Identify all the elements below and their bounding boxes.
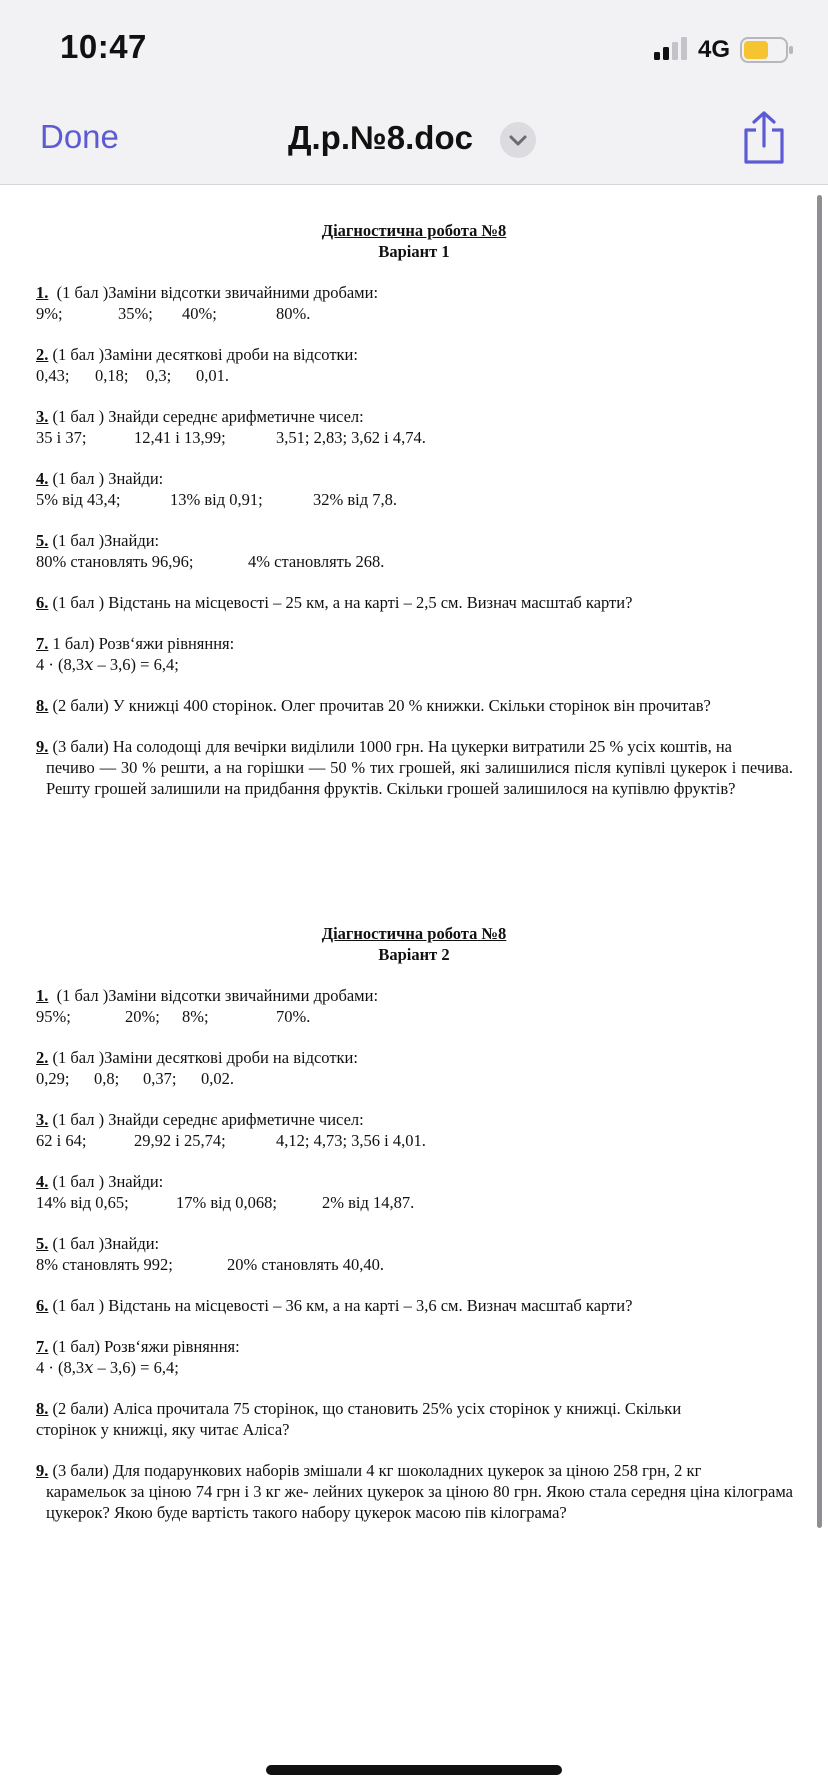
v1-q5-items: 80% становлять 96,96; 4% становлять 268.: [36, 552, 385, 571]
home-indicator[interactable]: [266, 1765, 562, 1775]
v1-q2: 2. (1 бал )Заміни десяткові дроби на відсотки:: [36, 345, 358, 364]
v1-q7: 7. 1 бал) Розв‘яжи рівняння:: [36, 634, 235, 653]
v2-q1-items: 95%; 20%; 8%; 70%.: [36, 1007, 311, 1026]
v2-q6: 6. (1 бал ) Відстань на місцевості – 36 км, а на карті – 3,6 см. Визнач масштаб карти?: [36, 1296, 633, 1315]
share-icon[interactable]: [740, 110, 788, 166]
v1-q3: 3. (1 бал ) Знайди середнє арифметичне чисел:: [36, 407, 364, 426]
v1-q6: 6. (1 бал ) Відстань на місцевості – 25 км, а на карті – 2,5 см. Визнач масштаб карти?: [36, 593, 633, 612]
v2-q3-items: 62 і 64; 29,92 і 25,74; 4,12; 4,73; 3,56 і 4,01.: [36, 1131, 426, 1150]
v1-q5: 5. (1 бал )Знайди:: [36, 531, 160, 550]
v2-q4: 4. (1 бал ) Знайди:: [36, 1172, 164, 1191]
v1-q2-items: 0,43; 0,18; 0,3; 0,01.: [36, 366, 229, 385]
top-bar: [0, 0, 828, 185]
v2-q9: 9. (3 бали) Для подарункових наборів змішали 4 кг шоколадних цукерок за ціною 258 грн, 2 кг карамельок за ціною 74 грн і 3 кг же- лейних цукерок за ціною 80 грн. Якою стала середня ціна кілограма цукерок? Якою буде вартість такого набору цукерок масою пів кілограма?: [36, 1461, 793, 1522]
variant1-title: Діагностична робота №8: [321, 221, 507, 240]
battery-icon: [740, 37, 794, 63]
cellular-signal-icon: [654, 37, 688, 61]
v2-q7-equation: 4 · (8,3𝑥 – 3,6) = 6,4;: [36, 1358, 179, 1377]
v2-q2: 2. (1 бал )Заміни десяткові дроби на відсотки:: [36, 1048, 358, 1067]
v2-q5-items: 8% становлять 992; 20% становлять 40,40.: [36, 1255, 385, 1274]
document-title: Д.р.№8.doc: [288, 119, 473, 156]
v2-q1: 1. (1 бал )Заміни відсотки звичайними дробами:: [36, 986, 379, 1005]
v1-q7-equation: 4 · (8,3𝑥 – 3,6) = 6,4;: [36, 655, 179, 674]
v2-q2-items: 0,29; 0,8; 0,37; 0,02.: [36, 1069, 234, 1088]
status-time: 10:47: [60, 28, 147, 65]
v1-q9: 9. (3 бали) На солодощі для вечірки виділили 1000 грн. На цукерки витратили 25 % усіх коштів, на печиво — 30 % решти, а на горішки — 50 % тих грошей, які залишилися після купівлі цукерок і печива. Решту грошей залишили на придбання фруктів. Скільки грошей залишилося на купівлю фруктів?: [36, 737, 793, 798]
v2-q3: 3. (1 бал ) Знайди середнє арифметичне чисел:: [36, 1110, 364, 1129]
v1-q4: 4. (1 бал ) Знайди:: [36, 469, 164, 488]
v2-q5: 5. (1 бал )Знайди:: [36, 1234, 160, 1253]
v1-q8: 8. (2 бали) У книжці 400 сторінок. Олег прочитав 20 % книжки. Скільки сторінок він прочитав?: [36, 696, 711, 715]
variant2-subtitle: Варіант 2: [378, 945, 450, 964]
v2-q4-items: 14% від 0,65; 17% від 0,068; 2% від 14,87.: [36, 1193, 415, 1212]
v1-q1: 1. (1 бал )Заміни відсотки звичайними дробами:: [36, 283, 379, 302]
v2-q7: 7. (1 бал) Розв‘яжи рівняння:: [36, 1337, 240, 1356]
network-type: 4G: [698, 36, 731, 63]
variant1-subtitle: Варіант 1: [378, 242, 450, 261]
vertical-scrollbar[interactable]: [817, 195, 822, 1528]
v2-q8: 8. (2 бали) Аліса прочитала 75 сторінок, що становить 25% усіх сторінок у книжці. Скільки сторінок у книжці, яку читає Аліса?: [36, 1399, 682, 1439]
chevron-down-icon: [500, 122, 536, 158]
done-button[interactable]: Done: [40, 118, 119, 155]
v1-q1-items: 9%; 35%; 40%; 80%.: [36, 304, 311, 323]
document-page[interactable]: [0, 185, 828, 1792]
title-menu-button[interactable]: [500, 122, 536, 158]
v1-q3-items: 35 і 37; 12,41 і 13,99; 3,51; 2,83; 3,62 і 4,74.: [36, 428, 426, 447]
variant2-title: Діагностична робота №8: [321, 924, 507, 943]
v1-q4-items: 5% від 43,4; 13% від 0,91; 32% від 7,8.: [36, 490, 398, 509]
